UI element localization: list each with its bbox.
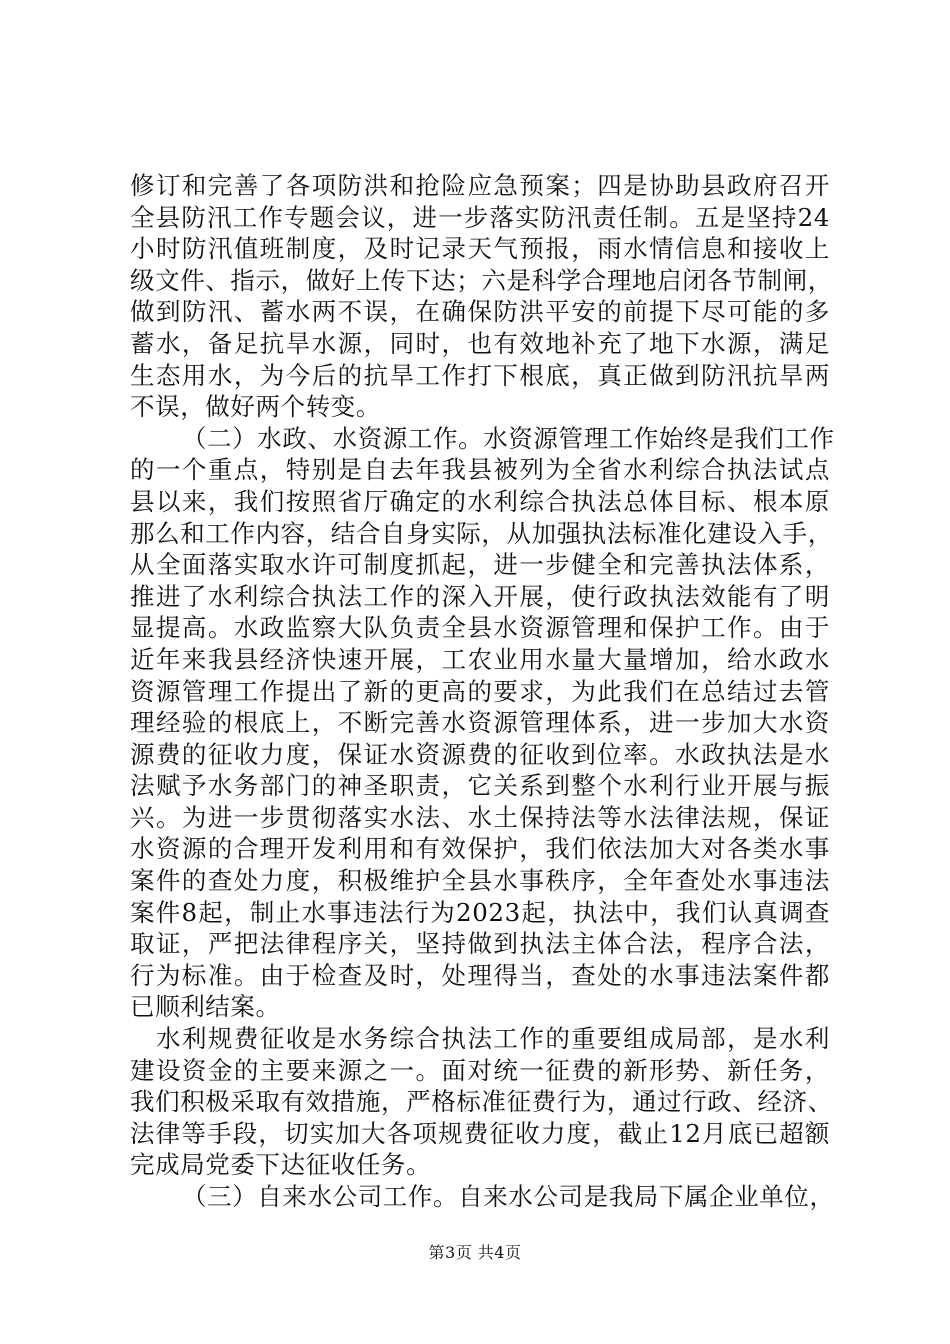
text-line: 源费的征收力度，保证水资源费的征收到位率。水政执法是水: [130, 739, 830, 769]
text-line: 法律等手段，切实加大各项规费征收力度，截止12月底已超额: [130, 1118, 830, 1148]
text-line: 小时防汛值班制度，及时记录天气预报，雨水情信息和接收上: [130, 234, 830, 264]
text-line: 理经验的根底上，不断完善水资源管理体系，进一步加大水资: [130, 708, 830, 738]
text-line: 案件8起，制止水事违法行为2023起，执法中，我们认真调查: [130, 897, 830, 927]
text-line: 修订和完善了各项防洪和抢险应急预案；四是协助县政府召开: [130, 171, 830, 200]
text-line: 显提高。水政监察大队负责全县水资源管理和保护工作。由于: [130, 613, 830, 643]
text-line: 资源管理工作提出了新的更高的要求，为此我们在总结过去管: [130, 676, 830, 706]
text-line: 建设资金的主要来源之一。面对统一征费的新形势、新任务，: [130, 1055, 830, 1085]
text-line: 案件的查处力度，积极维护全县水事秩序，全年查处水事违法: [130, 866, 830, 896]
text-line: 级文件、指示，做好上传下达；六是科学合理地启闭各节制闸，: [130, 265, 833, 295]
text-line: 兴。为进一步贯彻落实水法、水土保持法等水法律法规，保证: [130, 802, 830, 832]
text-line: 的一个重点，特别是自去年我县被列为全省水利综合执法试点: [130, 455, 830, 485]
text-line: 水资源的合理开发利用和有效保护，我们依法加大对各类水事: [130, 834, 830, 864]
page-footer: 第3页 共4页: [428, 1243, 522, 1262]
text-line: 生态用水，为今后的抗旱工作打下根底，真正做到防汛抗旱两: [130, 360, 830, 390]
text-line: 已顺利结案。: [130, 992, 281, 1022]
text-line: 推进了水利综合执法工作的深入开展，使行政执法效能有了明: [130, 581, 830, 611]
text-line: （二）水政、水资源工作。水资源管理工作始终是我们工作: [182, 423, 835, 453]
text-line: 全县防汛工作专题会议，进一步落实防汛责任制。五是坚持24: [130, 202, 830, 232]
body-text: [130, 170, 835, 1213]
text-line: 县以来，我们按照省厅确定的水利综合执法总体目标、根本原: [130, 486, 830, 516]
text-line: 从全面落实取水许可制度抓起，进一步健全和完善执法体系，: [130, 550, 830, 580]
text-line: 行为标准。由于检查及时，处理得当，查处的水事违法案件都: [130, 960, 830, 990]
text-line: 取证，严把法律程序关，坚持做到执法主体合法，程序合法，: [130, 929, 830, 959]
text-line: 不误，做好两个转变。: [130, 392, 381, 422]
text-line: 那么和工作内容，结合自身实际，从加强执法标准化建设入手，: [130, 518, 833, 548]
text-line: 法赋予水务部门的神圣职责，它关系到整个水利行业开展与振: [130, 771, 830, 801]
text-line: 近年来我县经济快速开展，工农业用水量大量增加，给水政水: [130, 644, 830, 674]
text-line: （三）自来水公司工作。自来水公司是我局下属企业单位，: [182, 1182, 835, 1211]
text-line: 水利规费征收是水务综合执法工作的重要组成局部，是水利: [156, 1024, 830, 1054]
text-line: 完成局党委下达征收任务。: [130, 1150, 432, 1180]
text-line: 我们积极采取有效措施，严格标准征费行为，通过行政、经济、: [130, 1087, 833, 1117]
text-line: 做到防汛、蓄水两不误，在确保防洪平安的前提下尽可能的多: [130, 297, 830, 327]
text-line: 蓄水，备足抗旱水源，同时，也有效地补充了地下水源，满足: [130, 328, 830, 358]
